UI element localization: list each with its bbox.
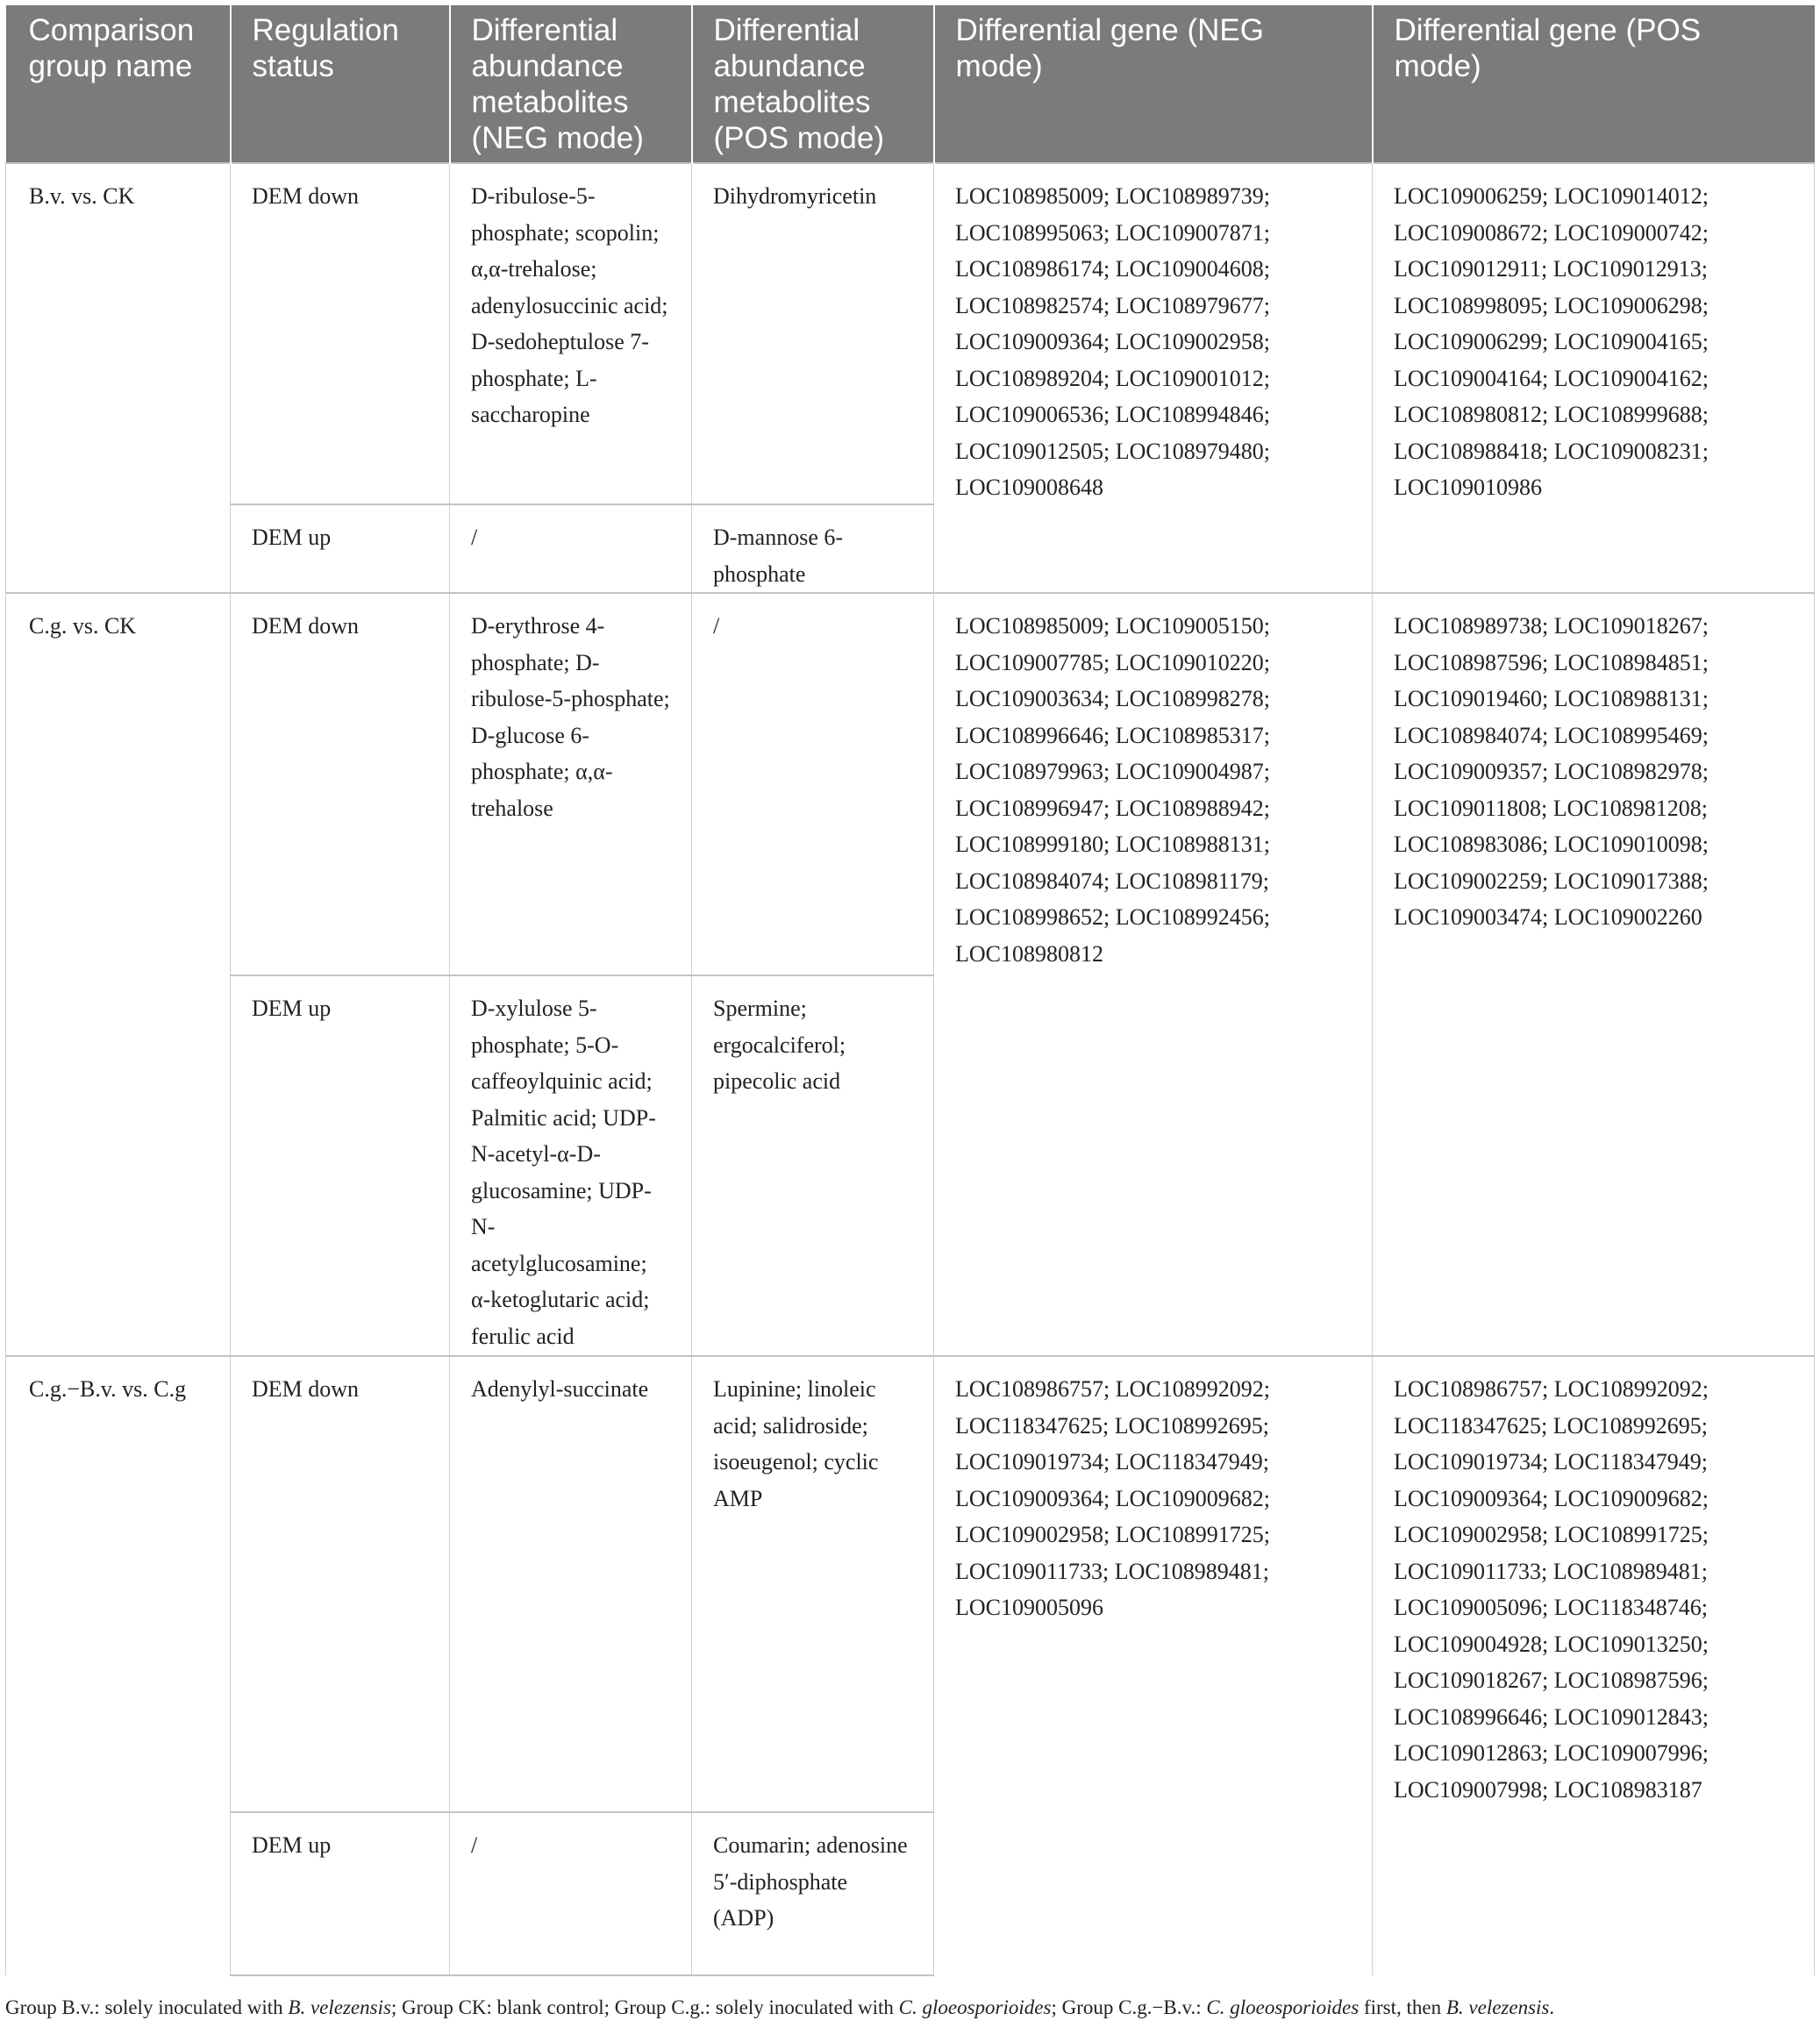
footnote-text: . (1549, 1996, 1555, 2018)
metabolites-neg-cell: D-xylulose 5-phosphate; 5-O-caffeoylquinic acid; Palmitic acid; UDP-N-acetyl-α-D-glucosamine; UDP-N-acetylglucosamine; α-ketoglutaric acid; ferulic acid (450, 975, 692, 1356)
metabolites-pos-cell: Spermine; ergocalciferol; pipecolic acid (692, 975, 934, 1356)
table-row (6, 593, 1815, 975)
header-regulation-status: Regulation status (231, 5, 450, 163)
table-footnote (5, 1996, 1814, 2019)
footnote-text: ; Group CK: blank control; Group C.g.: solely inoculated with (390, 1996, 899, 2018)
header-gene-pos: Differential gene (POS mode) (1373, 5, 1815, 163)
header-metabolites-pos: Differential abundance metabolites (POS mode) (692, 5, 934, 163)
table-page (5, 5, 1814, 1976)
metabolites-pos-cell: Coumarin; adenosine 5′-diphosphate (ADP) (692, 1812, 934, 1975)
regulation-status-cell: DEM down (231, 593, 450, 975)
group-name-cell: C.g. vs. CK (6, 593, 231, 1356)
regulation-status-cell: DEM up (231, 504, 450, 593)
footnote-species: C. gloeosporioides (898, 1996, 1052, 2018)
metabolites-neg-cell: / (450, 504, 692, 593)
header-gene-neg: Differential gene (NEG mode) (934, 5, 1373, 163)
regulation-status-cell: DEM down (231, 163, 450, 504)
metabolites-pos-cell: D-mannose 6-phosphate (692, 504, 934, 593)
table-row (6, 163, 1815, 504)
gene-pos-cell: LOC108986757; LOC108992092; LOC118347625; LOC108992695; LOC109019734; LOC118347949; LOC109009364; LOC109009682; LOC109002958; LOC108991725; LOC109011733; LOC108989481; LOC109005096; LOC118348746; LOC109004928; LOC109013250; LOC109018267; LOC108987596; LOC108996646; LOC109012843; LOC109012863; LOC109007996; LOC109007998; LOC108983187 (1373, 1356, 1815, 1975)
metabolites-neg-cell: D-erythrose 4-phosphate; D-ribulose-5-phosphate; D-glucose 6-phosphate; α,α-trehalose (450, 593, 692, 975)
header-comparison-group: Comparison group name (6, 5, 231, 163)
regulation-status-cell: DEM up (231, 975, 450, 1356)
gene-pos-cell: LOC108989738; LOC109018267; LOC108987596; LOC108984851; LOC109019460; LOC108988131; LOC108984074; LOC108995469; LOC109009357; LOC108982978; LOC109011808; LOC108981208; LOC108983086; LOC109010098; LOC109002259; LOC109017388; LOC109003474; LOC109002260 (1373, 593, 1815, 1356)
footnote-species: B. velezensis (288, 1996, 391, 2018)
gene-neg-cell: LOC108985009; LOC109005150; LOC109007785; LOC109010220; LOC109003634; LOC108998278; LOC108996646; LOC108985317; LOC108979963; LOC109004987; LOC108996947; LOC108988942; LOC108999180; LOC108988131; LOC108984074; LOC108981179; LOC108998652; LOC108992456; LOC108980812 (934, 593, 1373, 1356)
footnote-species: B. velezensis (1445, 1996, 1550, 2018)
footnote-species: C. gloeosporioides (1206, 1996, 1360, 2018)
footnote-text: Group B.v.: solely inoculated with (5, 1996, 289, 2018)
header-metabolites-neg: Differential abundance metabolites (NEG mode) (450, 5, 692, 163)
gene-pos-cell: LOC109006259; LOC109014012; LOC109008672; LOC109000742; LOC109012911; LOC109012913; LOC108998095; LOC109006298; LOC109006299; LOC109004165; LOC109004164; LOC109004162; LOC108980812; LOC108999688; LOC108988418; LOC109008231; LOC109010986 (1373, 163, 1815, 593)
header-row (6, 5, 1815, 163)
regulation-status-cell: DEM down (231, 1356, 450, 1812)
metabolites-pos-cell: Dihydromyricetin (692, 163, 934, 504)
metabolites-pos-cell: / (692, 593, 934, 975)
group-name-cell: C.g.−B.v. vs. C.g (6, 1356, 231, 1975)
metabolites-pos-cell: Lupinine; linoleic acid; salidroside; isoeugenol; cyclic AMP (692, 1356, 934, 1812)
gene-neg-cell: LOC108986757; LOC108992092; LOC118347625; LOC108992695; LOC109019734; LOC118347949; LOC109009364; LOC109009682; LOC109002958; LOC108991725; LOC109011733; LOC108989481; LOC109005096 (934, 1356, 1373, 1975)
regulation-status-cell: DEM up (231, 1812, 450, 1975)
footnote-text: ; Group C.g.−B.v.: (1051, 1996, 1207, 2018)
metabolites-neg-cell: Adenylyl-succinate (450, 1356, 692, 1812)
gene-neg-cell: LOC108985009; LOC108989739; LOC108995063; LOC109007871; LOC108986174; LOC109004608; LOC108982574; LOC108979677; LOC109009364; LOC109002958; LOC108989204; LOC109001012; LOC109006536; LOC108994846; LOC109012505; LOC108979480; LOC109008648 (934, 163, 1373, 593)
table-row (6, 1356, 1815, 1812)
results-table (5, 5, 1815, 1976)
metabolites-neg-cell: D-ribulose-5-phosphate; scopolin; α,α-trehalose; adenylosuccinic acid; D-sedoheptulose 7-phosphate; L-saccharopine (450, 163, 692, 504)
footnote-text: first, then (1359, 1996, 1446, 2018)
metabolites-neg-cell: / (450, 1812, 692, 1975)
group-name-cell: B.v. vs. CK (6, 163, 231, 593)
